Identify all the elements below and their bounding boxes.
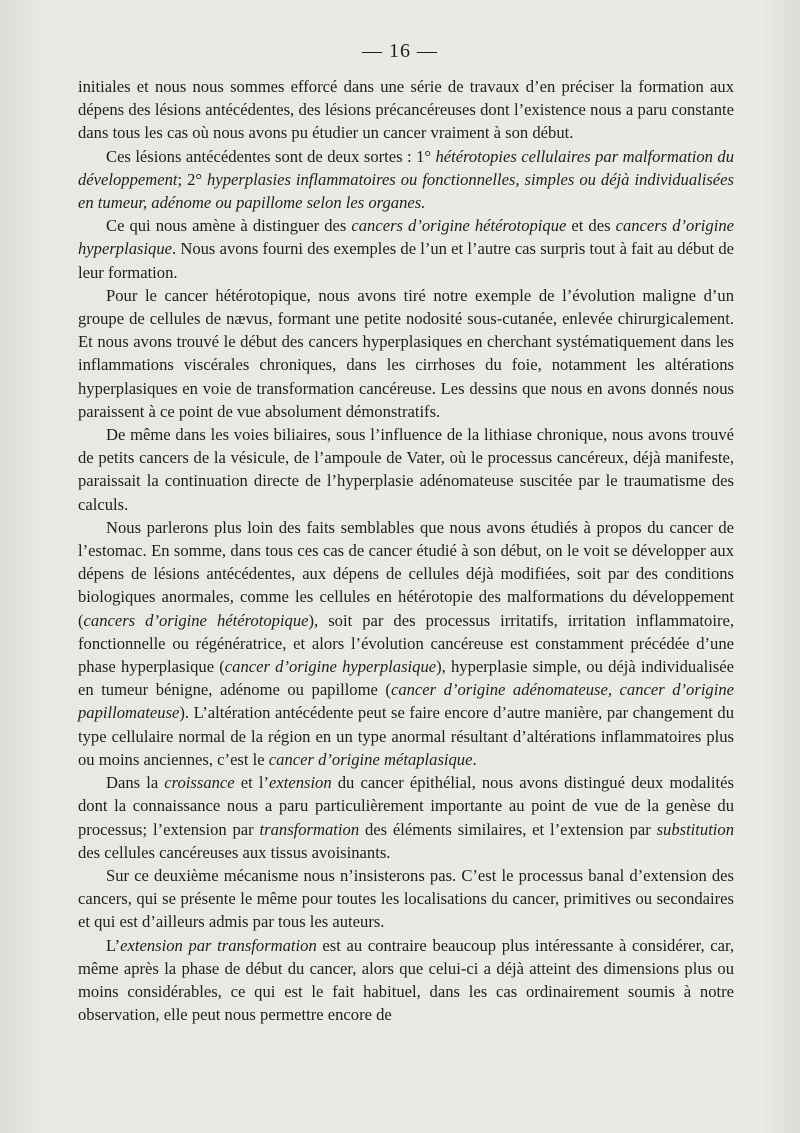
paragraph [78, 864, 734, 934]
text-segment: Sur ce deuxième mécanisme nous n’insisterons pas. C’est le processus banal d’extension des cancers, qui se présente le même pour toutes les localisations du cancer, primitives ou secondaires et qui est d’ailleurs admis par tous les auteurs. [78, 865, 734, 932]
text-segment: est au contraire beaucoup plus intéressante à considérer, car, même après la phase de début du cancer, alors que celui-ci a déjà atteint des dimensions plus ou moins considérables, ce qui est le fait habituel, dans les cas ordinairement soumis à notre observation, elle peut nous permettre encore de [78, 935, 735, 1025]
italic-text: extension [268, 773, 332, 793]
paragraph [78, 284, 734, 423]
italic-text: transformation [259, 819, 360, 839]
paragraph [78, 516, 734, 771]
text-segment: ), hyperplasie simple, ou déjà individualisée en tumeur bénigne, adénome ou papillome ( [78, 657, 735, 700]
italic-text: cancer d’origine hyperplasique [224, 657, 437, 677]
italic-text: substitution [656, 819, 735, 839]
italic-text: cancer d’origine métaplasique [268, 749, 473, 769]
text-segment: du cancer épithélial, nous avons distingué deux modalités dont la connaissance nous a paru particulièrement importante au point de vue de la genèse du processus; l’extension par [78, 773, 734, 839]
text-segment: Nous parlerons plus loin des faits semblables que nous avons étudiés à propos du cancer de l’estomac. En somme, dans tous ces cas de cancer étudié à son début, on le voit se développer aux dépens de lésions antécédentes, aux dépens de cellules déjà modifiées, soit par des conditions biologiques anormales, comme les cellules en hétérotopie des malformations du développement ( [78, 517, 734, 630]
text-segment: des cellules cancéreuses aux tissus avoisinants. [78, 842, 391, 862]
body-text [78, 75, 734, 1026]
text-segment: et l’ [234, 773, 269, 793]
text-segment: des éléments similaires, et l’extension par [359, 819, 657, 839]
paragraph [78, 423, 734, 516]
paragraph [78, 214, 734, 284]
text-segment: . Nous avons fourni des exemples de l’un et l’autre cas surpris tout à fait au début de leur formation. [78, 239, 734, 282]
paragraph [78, 145, 734, 215]
text-segment: ; 2° [177, 169, 208, 189]
italic-text: extension par transformation [120, 935, 317, 955]
page-number: — 16 — [362, 40, 438, 62]
italic-text: cancers d’origine hyperplasique [78, 216, 734, 259]
text-segment: . [472, 749, 477, 769]
italic-text: hétérotopies cellulaires par malformation du développement [78, 146, 734, 189]
italic-text: cancer d’origine adénomateuse, cancer d’origine papillomateuse [78, 680, 734, 723]
text-segment: ). L’altération antécédente peut se faire encore d’autre manière, par changement du type cellulaire normal de la région en un type anormal résultant d’altérations inflammatoires plus ou moins anciennes, c’est le [78, 703, 734, 769]
italic-text: croissance [164, 773, 235, 793]
italic-text: hyperplasies inflammatoires ou fonctionnelles, simples ou déjà individualisées en tumeur, adénome ou papillome selon les organes. [78, 169, 734, 213]
paragraph [78, 771, 734, 864]
text-segment: Pour le cancer hétérotopique, nous avons tiré notre exemple de l’évolution maligne d’un groupe de cellules de nævus, formant une petite nodosité sous-cutanée, enlevée chirurgicalement. Et nous avons trouvé le début des cancers hyperplasiques en cherchant systématiquement dans les inflammations viscérales chroniques, dans les cirrhoses du foie, notamment les altérations hyperplasiques en voie de transformation cancéreuse. Les dessins que nous en avons donnés nous paraissent à ce point de vue absolument démonstratifs. [78, 285, 734, 421]
text-segment: initiales et nous nous sommes efforcé dans une série de travaux d’en préciser la formation aux dépens des lésions antécédentes, des lésions précancéreuses dont l’existence nous a paru constante dans tous les cas où nous avons pu étudier un cancer vraiment à son début. [78, 77, 734, 143]
paragraph [78, 934, 734, 1027]
text-segment: L’ [106, 935, 121, 955]
text-segment: et des [566, 216, 616, 236]
italic-text: cancers d’origine hétérotopique [351, 216, 567, 236]
text-segment: De même dans les voies biliaires, sous l’influence de la lithiase chronique, nous avons trouvé de petits cancers de la vésicule, de l’ampoule de Vater, où le processus cancéreux, déjà manifeste, paraissait la continuation directe de l’hyperplasie adénomateuse suscitée par le traumatisme des calculs. [78, 425, 734, 514]
italic-text: cancers d’origine hétérotopique [83, 610, 309, 630]
paragraph [78, 75, 734, 145]
text-segment: Ces lésions antécédentes sont de deux sortes : 1° [106, 146, 436, 166]
text-segment: ), soit par des processus irritatifs, irritation inflammatoire, fonctionnelle ou régénératrice, et alors l’évolution cancéreuse est constamment précédée d’une phase hyperplasique ( [78, 610, 734, 677]
text-segment: Dans la [106, 773, 165, 793]
text-segment: Ce qui nous amène à distinguer des [106, 216, 352, 236]
